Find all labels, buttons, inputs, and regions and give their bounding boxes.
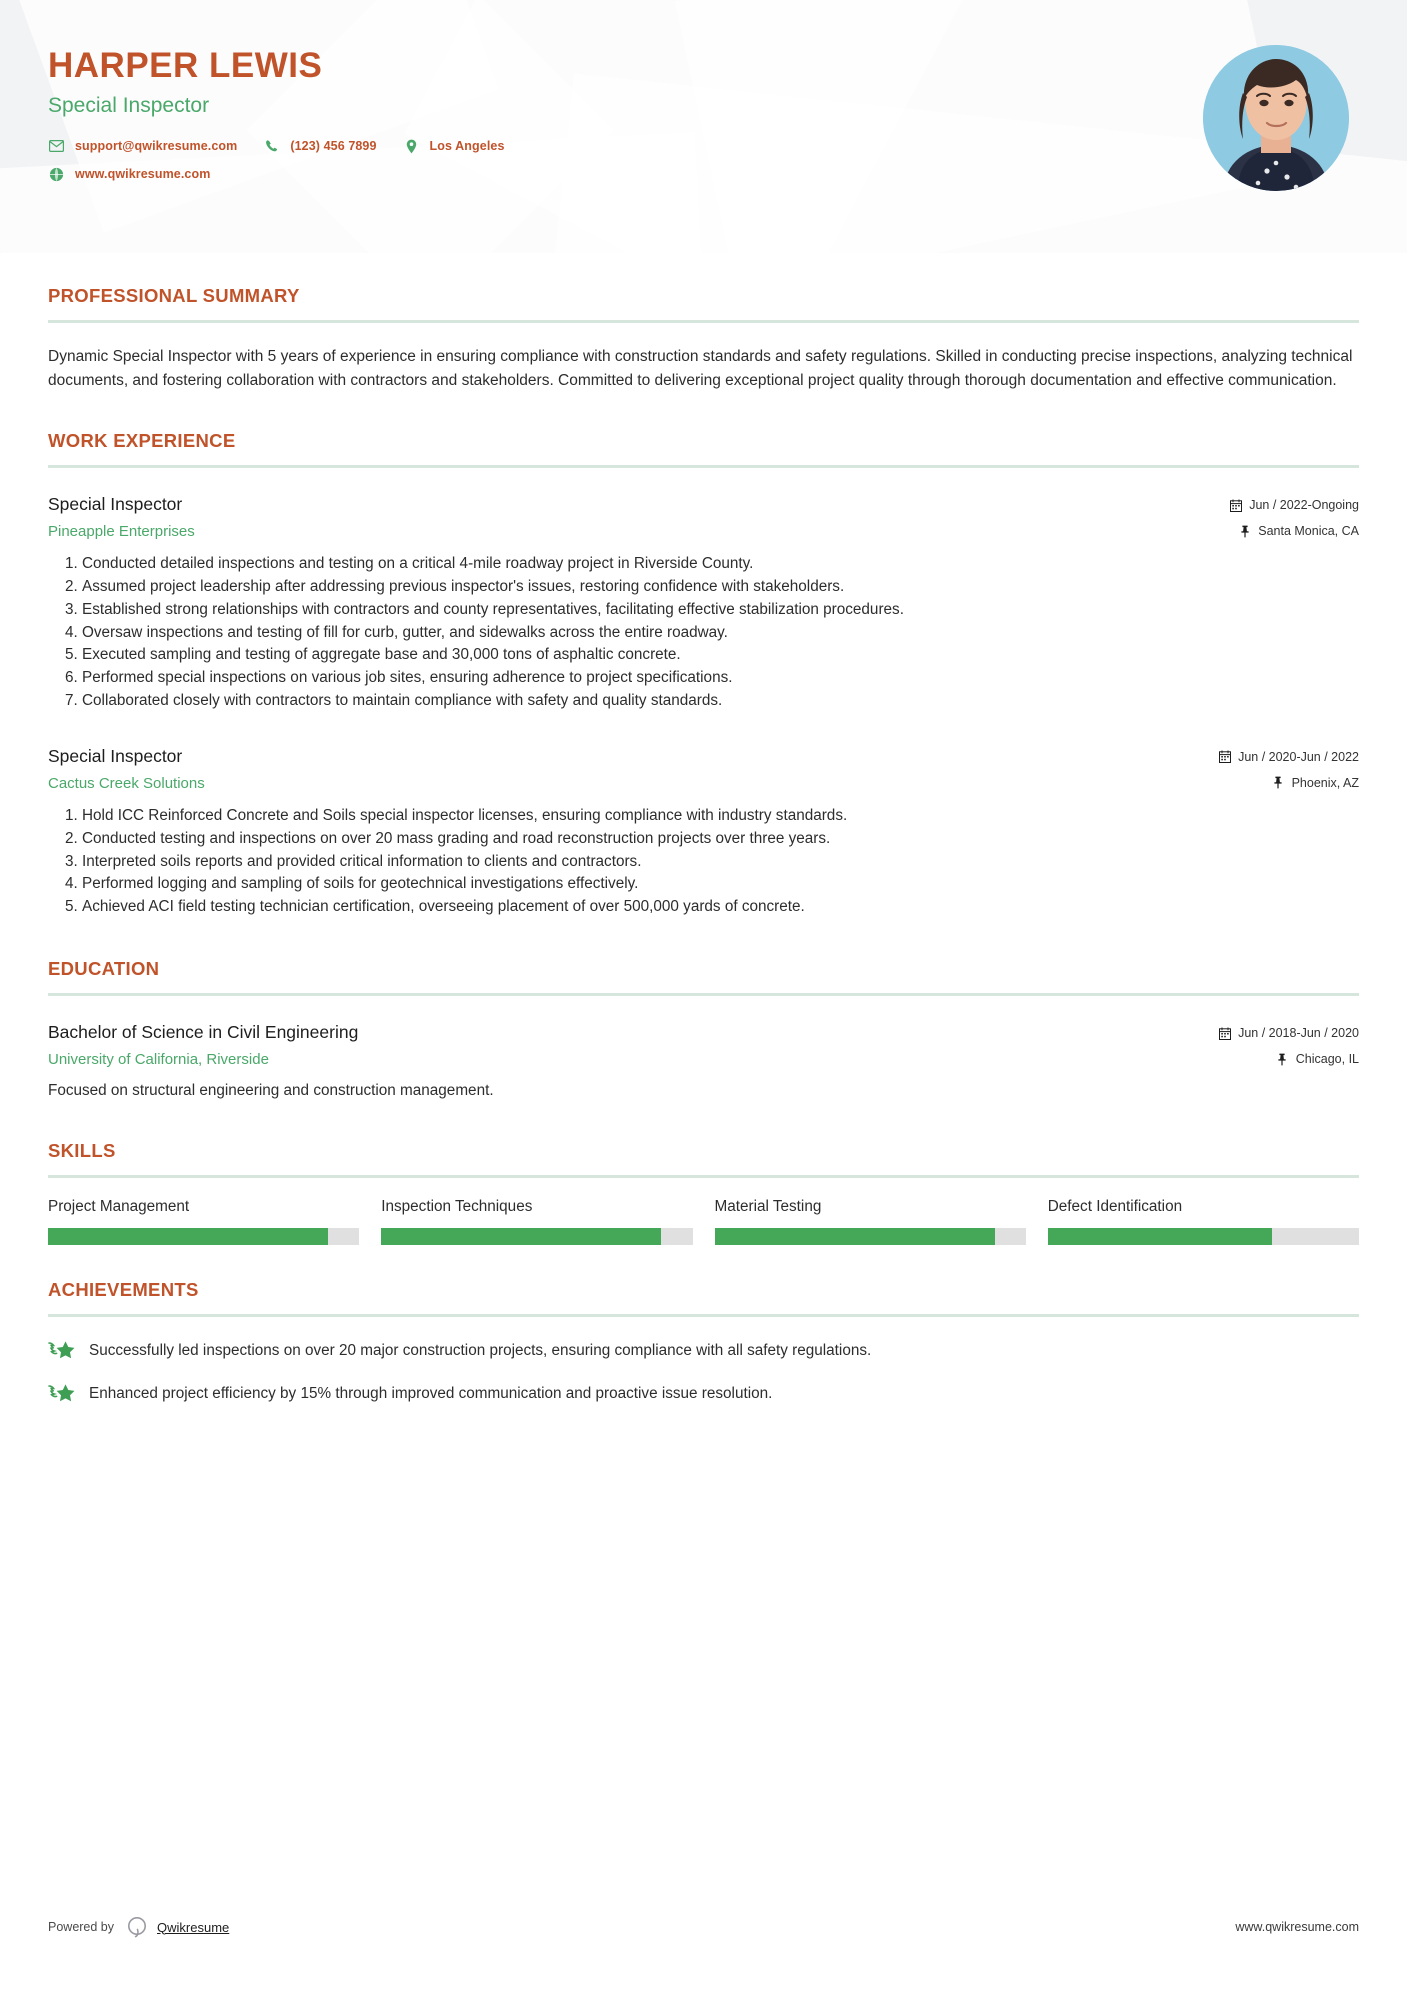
achievement-item xyxy=(48,1339,1359,1361)
skill-progress-track xyxy=(381,1228,692,1245)
candidate-name: HARPER LEWIS xyxy=(48,46,323,85)
contact-phone-text: (123) 456 7899 xyxy=(290,139,377,154)
section-work-experience xyxy=(48,430,1359,918)
section-divider xyxy=(48,465,1359,468)
calendar-icon xyxy=(1229,499,1242,512)
contact-website-text: www.qwikresume.com xyxy=(75,167,211,182)
job-bullets xyxy=(48,805,1359,918)
footer-website: www.qwikresume.com xyxy=(1235,1920,1359,1934)
education-entry xyxy=(48,1022,1359,1102)
avatar xyxy=(1203,45,1349,191)
achievement-item xyxy=(48,1382,1359,1404)
section-divider xyxy=(48,993,1359,996)
work-entry-meta xyxy=(1229,494,1359,538)
section-achievements xyxy=(48,1279,1359,1404)
skill-label: Material Testing xyxy=(714,1198,822,1216)
brand-link[interactable]: Qwikresume xyxy=(157,1919,230,1935)
job-location xyxy=(1229,524,1359,538)
skill-progress-fill xyxy=(1048,1228,1272,1245)
skill-progress-track xyxy=(48,1228,359,1245)
contact-email[interactable] xyxy=(48,138,237,155)
job-bullet: 6. Performed special inspections on various job sites, ensuring adherence to project specifications. xyxy=(82,667,1359,689)
skill-item xyxy=(715,1198,1026,1245)
job-location-text: Phoenix, AZ xyxy=(1291,775,1359,790)
job-dates xyxy=(1218,750,1359,764)
contact-location-text: Los Angeles xyxy=(429,139,505,154)
resume-header xyxy=(0,0,1407,253)
education-description: Focused on structural engineering and construction management. xyxy=(48,1082,494,1100)
map-pin-icon xyxy=(1238,525,1251,538)
job-dates xyxy=(1229,498,1359,512)
job-bullet: 2. Conducted testing and inspections on over 20 mass grading and road reconstruction projects over three years. xyxy=(82,828,1359,850)
location-pin-icon xyxy=(403,138,420,155)
job-bullet: 7. Collaborated closely with contractors to maintain compliance with safety and quality standards. xyxy=(82,690,1359,712)
contact-location xyxy=(403,138,505,155)
section-divider xyxy=(48,1314,1359,1317)
job-bullet: 3. Established strong relationships with contractors and county representatives, facilitating effective stabilization procedures. xyxy=(82,599,1359,621)
skill-progress-track xyxy=(715,1228,1026,1245)
education-entry-left xyxy=(48,1022,1218,1068)
summary-text: Dynamic Special Inspector with 5 years of experience in ensuring compliance with construction standards and safety regulations. Skilled in conducting precise inspections, analyzing technical documents, and fostering collaboration with contractors and stakeholders. Committed to delivering exceptional project quality through thorough documentation and effective communication. xyxy=(48,348,1353,389)
skill-item xyxy=(1048,1198,1359,1245)
section-divider xyxy=(48,1175,1359,1178)
skill-progress-fill xyxy=(715,1228,995,1245)
job-bullet: 2. Assumed project leadership after addressing previous inspector's issues, restoring confidence with stakeholders. xyxy=(82,576,1359,598)
job-bullet: 4. Oversaw inspections and testing of fill for curb, gutter, and sidewalks across the entire roadway. xyxy=(82,622,1359,644)
education-dates xyxy=(1218,1026,1359,1040)
job-bullet: 5. Executed sampling and testing of aggregate base and 30,000 tons of asphaltic concrete. xyxy=(82,644,1359,666)
section-title-summary: PROFESSIONAL SUMMARY xyxy=(48,285,300,306)
candidate-role: Special Inspector xyxy=(48,93,210,117)
education-dates-text: Jun / 2018-Jun / 2020 xyxy=(1238,1026,1359,1041)
job-dates-text: Jun / 2020-Jun / 2022 xyxy=(1238,749,1359,764)
section-education xyxy=(48,958,1359,1102)
calendar-icon xyxy=(1218,1027,1231,1040)
work-entry-header xyxy=(48,746,1359,792)
job-dates-text: Jun / 2022-Ongoing xyxy=(1249,498,1359,513)
education-entry-meta xyxy=(1218,1022,1359,1066)
section-title-skills: SKILLS xyxy=(48,1140,116,1162)
job-bullet: 4. Performed logging and sampling of soils for geotechnical investigations effectively. xyxy=(82,873,1359,895)
map-pin-icon xyxy=(1272,776,1285,789)
job-bullet: 1. Hold ICC Reinforced Concrete and Soils special inspector licenses, ensuring compliance with industry standards. xyxy=(82,805,1359,827)
work-entry-meta xyxy=(1218,746,1359,790)
phone-icon xyxy=(263,138,280,155)
achievement-text: Successfully led inspections on over 20 major construction projects, ensuring compliance with all safety regulations. xyxy=(89,1342,872,1360)
achievements-list xyxy=(48,1339,1359,1404)
star-badge-icon xyxy=(48,1382,76,1404)
contact-info xyxy=(48,138,1407,183)
footer-branding xyxy=(48,1916,229,1938)
skills-grid xyxy=(48,1198,1359,1245)
job-title: Special Inspector xyxy=(48,494,183,515)
work-entry xyxy=(48,494,1359,712)
section-divider xyxy=(48,320,1359,323)
skill-progress-fill xyxy=(48,1228,328,1245)
job-title: Special Inspector xyxy=(48,745,183,766)
contact-website[interactable] xyxy=(48,166,210,183)
section-title-achievements: ACHIEVEMENTS xyxy=(48,1279,199,1301)
contact-phone[interactable] xyxy=(263,138,376,155)
achievement-text: Enhanced project efficiency by 15% through improved communication and proactive issue resolution. xyxy=(89,1384,773,1402)
skill-item xyxy=(48,1198,359,1245)
skill-label: Inspection Techniques xyxy=(381,1198,533,1216)
job-bullet: 3. Interpreted soils reports and provided critical information to clients and contractors. xyxy=(82,851,1359,873)
work-entry-left xyxy=(48,494,1229,540)
section-skills xyxy=(48,1140,1359,1245)
section-professional-summary xyxy=(48,285,1359,392)
education-entry-header xyxy=(48,1022,1359,1068)
job-location-text: Santa Monica, CA xyxy=(1258,524,1359,539)
section-title-work: WORK EXPERIENCE xyxy=(48,430,236,452)
skill-progress-track xyxy=(1048,1228,1359,1245)
education-location xyxy=(1218,1052,1359,1066)
skill-label: Defect Identification xyxy=(1047,1198,1183,1216)
job-bullet: 5. Achieved ACI field testing technician certification, overseeing placement of over 500,000 yards of concrete. xyxy=(82,896,1359,918)
star-badge-icon xyxy=(48,1339,76,1361)
work-entry-left xyxy=(48,746,1218,792)
company-name: Pineapple Enterprises xyxy=(48,522,195,540)
degree-title: Bachelor of Science in Civil Engineering xyxy=(48,1022,359,1043)
skill-item xyxy=(381,1198,692,1245)
powered-by-label: Powered by xyxy=(48,1920,115,1934)
section-title-education: EDUCATION xyxy=(48,958,160,980)
skill-progress-fill xyxy=(381,1228,661,1245)
contact-row-primary xyxy=(48,138,1407,155)
education-location-text: Chicago, IL xyxy=(1295,1052,1359,1067)
job-location xyxy=(1218,776,1359,790)
work-entry xyxy=(48,746,1359,918)
company-name: Cactus Creek Solutions xyxy=(48,774,205,792)
contact-email-text: support@qwikresume.com xyxy=(75,139,238,154)
calendar-icon xyxy=(1218,750,1231,763)
contact-row-website xyxy=(48,166,1407,183)
footer xyxy=(0,1916,1407,1938)
globe-icon xyxy=(48,166,65,183)
qwikresume-logo-icon xyxy=(126,1916,148,1938)
work-entry-header xyxy=(48,494,1359,540)
school-name: University of California, Riverside xyxy=(48,1051,269,1069)
job-bullets xyxy=(48,553,1359,712)
map-pin-icon xyxy=(1276,1053,1289,1066)
email-icon xyxy=(48,138,65,155)
skill-label: Project Management xyxy=(48,1198,190,1216)
job-bullet: 1. Conducted detailed inspections and testing on a critical 4-mile roadway project in Riverside County. xyxy=(82,553,1359,575)
